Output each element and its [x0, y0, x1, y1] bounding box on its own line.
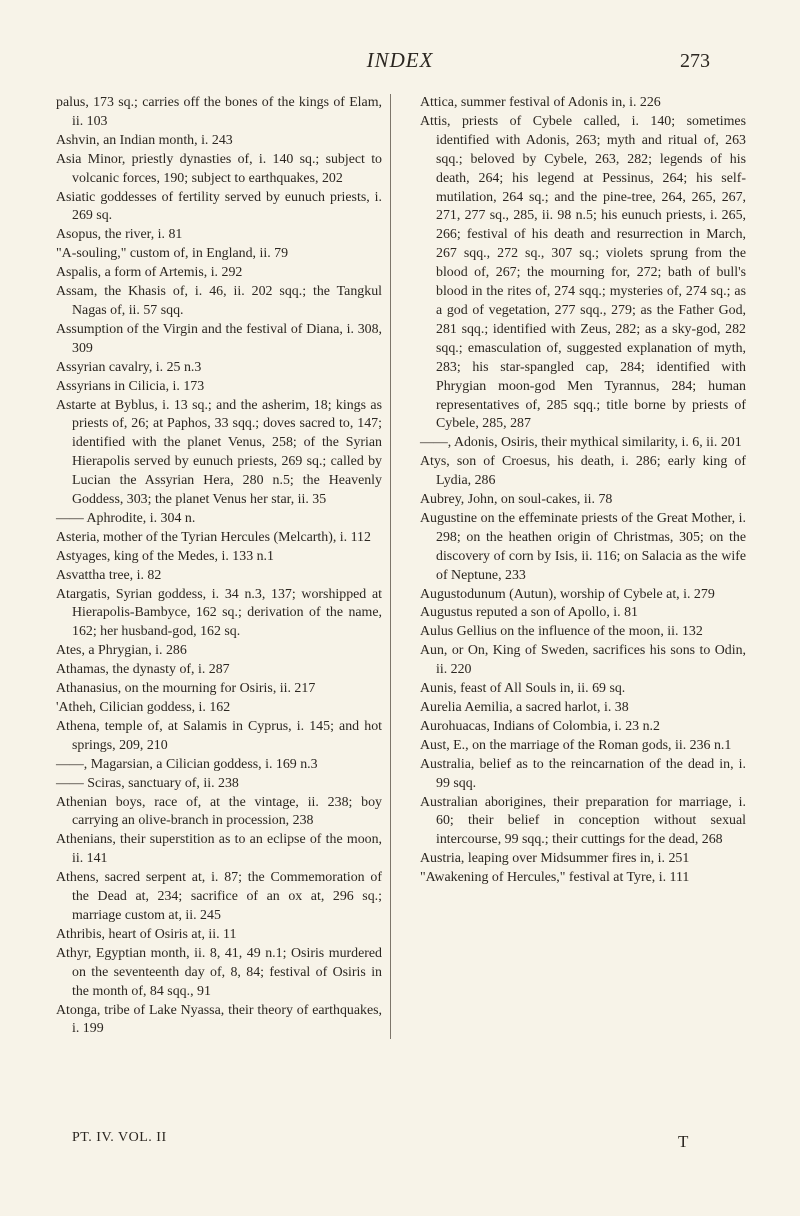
index-entry: Asteria, mother of the Tyrian Hercules (Melcarth), i. 112	[56, 529, 371, 545]
running-title: INDEX	[366, 48, 434, 72]
index-entry: Athena, temple of, at Salamis in Cyprus, i. 145; and hot springs, 209, 210	[56, 718, 382, 753]
index-entry: Attica, summer festival of Adonis in, i. 226	[420, 95, 661, 110]
page-number: 273	[680, 50, 710, 72]
index-entry: ——, Magarsian, a Cilician goddess, i. 169 n.3	[56, 756, 318, 772]
index-entry: Ashvin, an Indian month, i. 243	[56, 132, 233, 148]
index-entry: Augustodunum (Autun), worship of Cybele at, i. 279	[420, 586, 715, 602]
index-entry: Athenian boys, race of, at the vintage, ii. 238; boy carrying an olive-branch in procession, 238	[56, 794, 382, 829]
index-entry: ——, Adonis, Osiris, their mythical similarity, i. 6, ii. 201	[420, 435, 742, 451]
index-entry: Aurelia Aemilia, a sacred harlot, i. 38	[420, 700, 629, 715]
index-entry: Austria, leaping over Midsummer fires in, i. 251	[420, 851, 690, 867]
index-entry: Astarte at Byblus, i. 13 sq.; and the asherim, 18; kings as priests of, 26; at Paphos, 33 sqq.; doves sacred to, 147; identified with the planet Venus, 258; of the Syrian Hierapolis served by eunuch priests, 269 sq.; called by Lucian the Assyrian Hera, 280 n.5; the Heavenly Goddess, 303; the planet Venus her star, ii. 35	[56, 397, 382, 508]
index-entry: Aun, or On, King of Sweden, sacrifices his sons to Odin, ii. 220	[420, 643, 746, 678]
index-entry: Athens, sacred serpent at, i. 87; the Commemoration of the Dead at, 234; sacrifice of an ox at, 296 sq.; marriage custom at, ii. 245	[56, 870, 382, 923]
index-entry: Asvattha tree, i. 82	[56, 567, 162, 583]
index-entry: Astyages, king of the Medes, i. 133 n.1	[56, 548, 274, 564]
index-entry: Atys, son of Croesus, his death, i. 286; early king of Lydia, 286	[420, 454, 746, 489]
index-entry: Australia, belief as to the reincarnation of the dead in, i. 99 sqq.	[420, 756, 746, 791]
index-entry: Athamas, the dynasty of, i. 287	[56, 662, 230, 678]
index-entry: —— Sciras, sanctuary of, ii. 238	[56, 775, 239, 791]
index-entry: Australian aborigines, their preparation for marriage, i. 60; their belief in conception without sexual intercourse, 99 sqq.; their cuttings for the dead, 268	[420, 794, 746, 848]
index-entry: "Awakening of Hercules," festival at Tyre, i. 111	[420, 870, 690, 886]
index-entry: Aunis, feast of All Souls in, ii. 69 sq.	[420, 681, 626, 697]
index-entry: Augustus reputed a son of Apollo, i. 81	[420, 605, 638, 621]
index-entry: Athyr, Egyptian month, ii. 8, 41, 49 n.1; Osiris murdered on the seventeenth day of, 8, 84; festival of Osiris in the month of, 84 sqq., 91	[56, 945, 382, 999]
index-entry: Atargatis, Syrian goddess, i. 34 n.3, 137; worshipped at Hierapolis-Bambyce, 162 sq.; derivation of the name, 162; her husband-god, 162 sq.	[56, 586, 382, 640]
index-entry: Aspalis, a form of Artemis, i. 292	[56, 265, 243, 281]
index-entry: Asiatic goddesses of fertility served by eunuch priests, i. 269 sq.	[56, 189, 382, 224]
index-entry: Athenians, their superstition as to an eclipse of the moon, ii. 141	[56, 832, 382, 867]
index-entry: Aust, E., on the marriage of the Roman gods, ii. 236 n.1	[420, 737, 732, 753]
index-entry: Aubrey, John, on soul-cakes, ii. 78	[420, 492, 613, 508]
index-column-left	[56, 94, 391, 1039]
index-entry: Athanasius, on the mourning for Osiris, ii. 217	[56, 681, 316, 697]
index-columns	[56, 94, 746, 1039]
index-entry: Ates, a Phrygian, i. 286	[56, 643, 187, 659]
index-entry: Assyrians in Cilicia, i. 173	[56, 378, 205, 394]
index-entry: Asopus, the river, i. 81	[56, 227, 183, 243]
index-entry: —— Aphrodite, i. 304 n.	[56, 510, 196, 526]
index-entry: Aurohuacas, Indians of Colombia, i. 23 n.2	[420, 718, 660, 734]
index-entry: Athribis, heart of Osiris at, ii. 11	[56, 926, 237, 942]
index-entry: Assam, the Khasis of, i. 46, ii. 202 sqq.; the Tangkul Nagas of, ii. 57 sqq.	[56, 284, 382, 318]
index-entry: Atonga, tribe of Lake Nyassa, their theory of earthquakes, i. 199	[56, 1002, 382, 1037]
index-entry: palus, 173 sq.; carries off the bones of the kings of Elam, ii. 103	[56, 95, 382, 129]
footer-signature: PT. IV. VOL. II	[72, 1130, 167, 1145]
index-entry: "A-souling," custom of, in England, ii. 79	[56, 246, 289, 262]
index-column-right	[420, 94, 746, 1039]
index-entry: Augustine on the effeminate priests of the Great Mother, i. 298; on the heathen origin of Christmas, 305; on the discovery of corn by Isis, ii. 116; on Salacia as the wife of Neptune, 233	[420, 510, 746, 583]
index-entry: 'Atheh, Cilician goddess, i. 162	[56, 700, 231, 715]
index-entry: Asia Minor, priestly dynasties of, i. 140 sq.; subject to volcanic forces, 190; subject to earthquakes, 202	[56, 151, 382, 186]
page-header	[60, 48, 740, 88]
footer-sheet-mark: T	[678, 1132, 689, 1151]
index-entry: Assumption of the Virgin and the festival of Diana, i. 308, 309	[56, 321, 382, 356]
index-entry: Aulus Gellius on the influence of the moon, ii. 132	[420, 624, 703, 640]
index-entry: Assyrian cavalry, i. 25 n.3	[56, 359, 202, 375]
index-entry: Attis, priests of Cybele called, i. 140; sometimes identified with Adonis, 263; myth and ritual of, 263 sqq.; beloved by Cybele, 263, 282; legends of his death, 264; his legend at Pessinus, 264; his self-mutilation, 264 sq.; and the pine-tree, 264, 265, 267, 271, 277 sq., 285, ii. 98 n.5; his eunuch priests, i. 265, 266; festival of his death and resurrection in March, 267 sqq., 272 sq., 307 sq.; violets sprung from the blood of, 267; the mourning for, 272; bath of bull's blood in the rites of, 274 sqq.; mysteries of, 274 sq.; as a god of vegetation, 277 sqq., 279; as the Father God, 281 sqq.; identified with Zeus, 282; as a sky-god, 282 sqq.; emasculation of, suggested explanation of myth, 283; his star-spangled cap, 284; identified with Phrygian moon-god Men Tyrannus, 284; human representatives of, 285 sqq.; title borne by priests of Cybele, 285, 287	[420, 113, 746, 432]
